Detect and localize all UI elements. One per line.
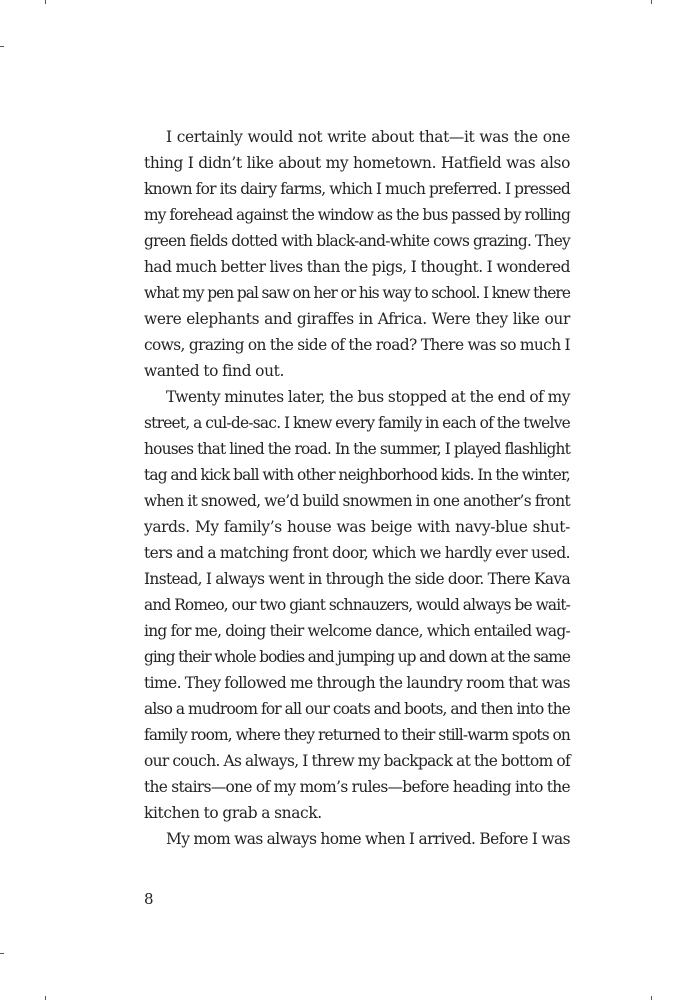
text-line: houses that lined the road. In the summer, I played flashlight: [144, 440, 570, 458]
text-line: yards. My family’s house was beige with navy-blue shut-: [144, 518, 570, 536]
text-line: ging their whole bodies and jumping up and down at the same: [144, 648, 570, 666]
page-number: 8: [144, 890, 154, 908]
text-line: were elephants and giraffes in Africa. Were they like our: [144, 310, 570, 328]
text-line: cows, grazing on the side of the road? There was so much I: [144, 336, 570, 354]
text-line: also a mudroom for all our coats and boots, and then into the: [144, 700, 570, 718]
body-text: [144, 124, 570, 852]
text-line: ing for me, doing their welcome dance, which entailed wag-: [144, 622, 570, 640]
text-line: the stairs—one of my mom’s rules—before heading into the: [144, 778, 570, 796]
text-line: tag and kick ball with other neighborhood kids. In the winter,: [144, 466, 570, 484]
text-line: family room, where they returned to their still-warm spots on: [144, 726, 570, 744]
crop-mark-left-upper: [0, 46, 4, 47]
text-line: my forehead against the window as the bus passed by rolling: [144, 206, 570, 224]
text-line: when it snowed, we’d build snowmen in one another’s front: [144, 492, 570, 510]
text-line: had much better lives than the pigs, I thought. I wondered: [144, 258, 570, 276]
text-line: thing I didn’t like about my hometown. Hatfield was also: [144, 154, 570, 172]
crop-mark-bottom-right: [651, 996, 652, 1000]
paragraph: [144, 384, 570, 826]
crop-mark-top-right: [651, 0, 652, 4]
text-line: wanted to find out.: [144, 362, 285, 380]
text-line: My mom was always home when I arrived. Before I was: [166, 830, 570, 848]
text-line: green fields dotted with black-and-white cows grazing. They: [144, 232, 570, 250]
text-line: street, a cul-de-sac. I knew every family in each of the twelve: [144, 414, 570, 432]
crop-mark-top-left: [45, 0, 46, 4]
text-line: Twenty minutes later, the bus stopped at the end of my: [166, 388, 570, 406]
paragraph: [144, 826, 570, 852]
text-line: and Romeo, our two giant schnauzers, would always be wait-: [144, 596, 570, 614]
crop-mark-bottom-left: [45, 996, 46, 1000]
text-line: Instead, I always went in through the side door. There Kava: [144, 570, 570, 588]
text-line: known for its dairy farms, which I much preferred. I pressed: [144, 180, 570, 198]
text-line: our couch. As always, I threw my backpack at the bottom of: [144, 752, 570, 770]
paragraph: [144, 124, 570, 384]
crop-mark-left-lower: [0, 953, 4, 954]
text-line: ters and a matching front door, which we hardly ever used.: [144, 544, 570, 562]
text-line: time. They followed me through the laundry room that was: [144, 674, 570, 692]
text-line: what my pen pal saw on her or his way to school. I knew there: [144, 284, 570, 302]
text-line: I certainly would not write about that—it was the one: [166, 128, 570, 146]
text-line: kitchen to grab a snack.: [144, 804, 322, 822]
